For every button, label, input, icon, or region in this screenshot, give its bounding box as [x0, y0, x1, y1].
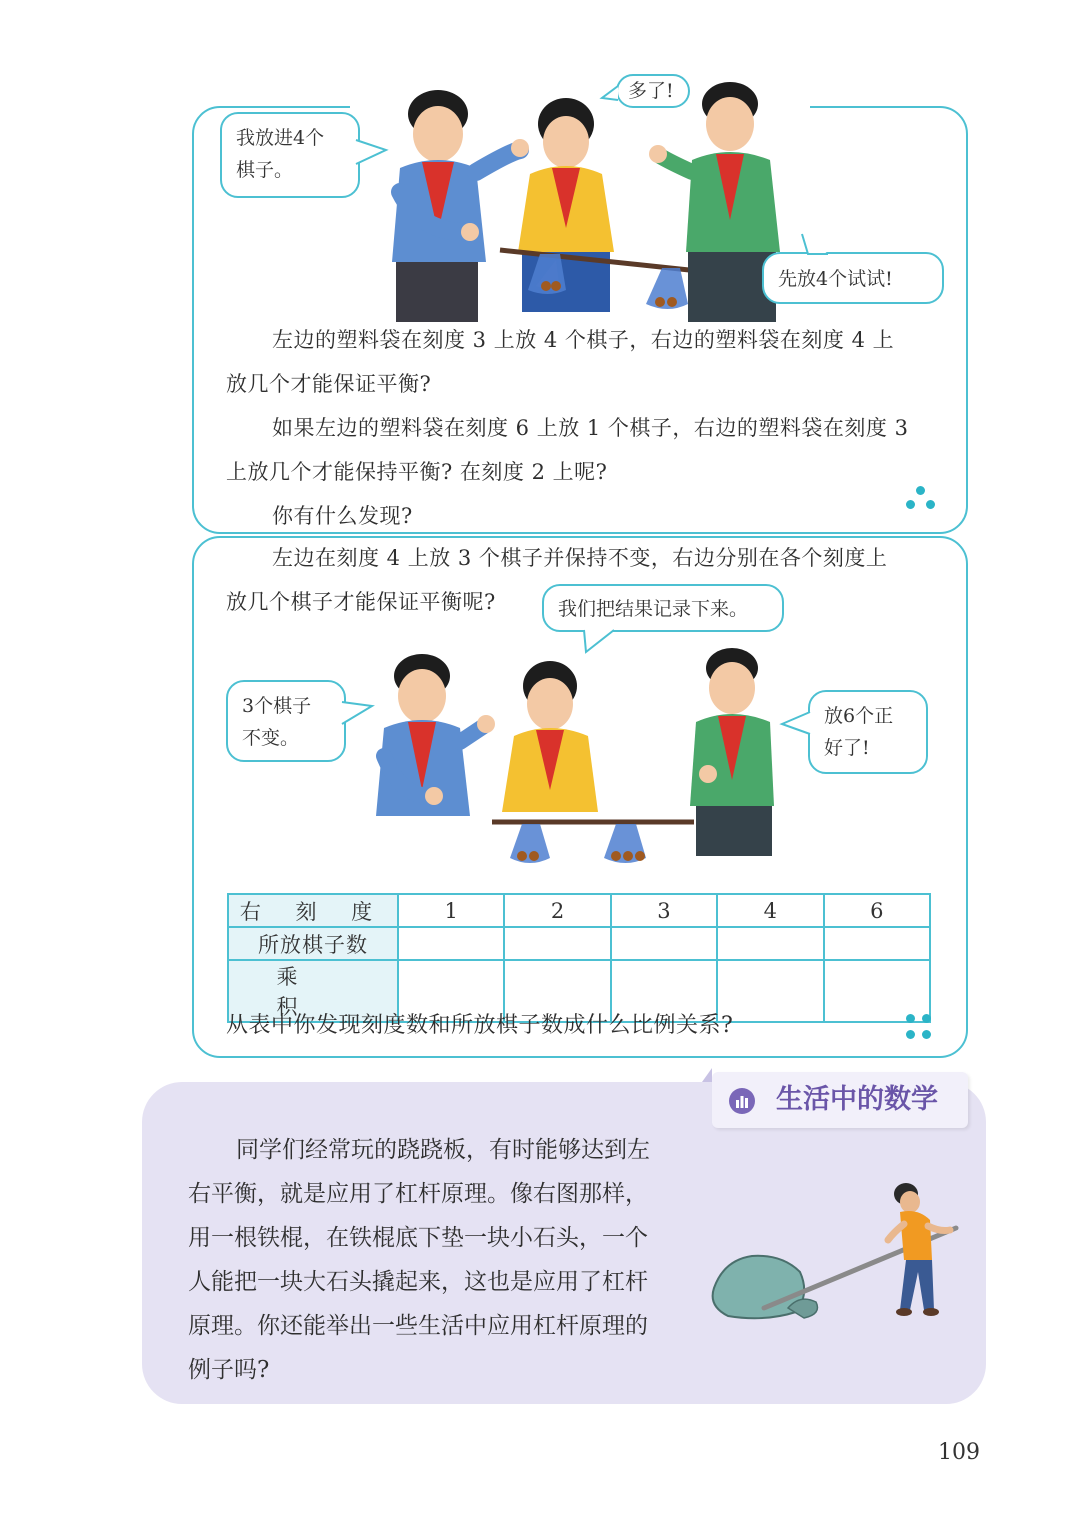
table-cell-empty [398, 927, 504, 960]
life-math-text [188, 1128, 708, 1392]
table-cell: 6 [824, 894, 930, 927]
table-cell: 1 [398, 894, 504, 927]
bubble-tail [342, 700, 374, 728]
panel2-paragraph-1-line-1: 左边在刻度 4 上放 3 个棋子并保持不变，右边分别在各个刻度上 [272, 546, 888, 570]
illustration-three-students-balance-2 [360, 646, 780, 876]
illustration-lever-rock [704, 1176, 974, 1326]
speech-bubble-record: 我们把结果记录下来。 [542, 584, 784, 632]
table-row-header: 右 刻 度 [228, 894, 398, 927]
panel1-paragraph-1-line-2: 放几个才能保证平衡? [226, 372, 432, 396]
bubble-tail [600, 86, 620, 104]
panel1-paragraph-2-line-2: 上放几个才能保持平衡? 在刻度 2 上呢? [226, 460, 608, 484]
life-math-title: 生活中的数学 [776, 1084, 938, 1115]
bubble-tail [356, 138, 388, 168]
speech-bubble-right-boy-2: 放6个正 好了! [808, 690, 928, 774]
bar-chart-icon [728, 1087, 756, 1115]
table-cell-empty [611, 927, 717, 960]
illustration-three-students-balance-1 [370, 82, 790, 322]
table-cell-empty [717, 927, 823, 960]
table-cell: 2 [504, 894, 610, 927]
table-cell-empty [824, 960, 930, 1022]
table-row-header: 乘 积 [228, 960, 398, 1022]
panel1-paragraph-1-line-1: 左边的塑料袋在刻度 3 上放 4 个棋子，右边的塑料袋在刻度 4 上 [272, 328, 895, 352]
life-text-line: 人能把一块大石头撬起来，这也是应用了杠杆 [188, 1269, 648, 1295]
bubble-tail [800, 232, 830, 256]
tab-fold-corner [700, 1068, 716, 1088]
speech-bubble-right-boy: 先放4个试试! [762, 252, 944, 304]
three-dots-icon [906, 486, 936, 512]
page-number: 109 [938, 1440, 980, 1465]
table-row [228, 927, 930, 960]
panel2-question: 从表中你发现刻度数和所放棋子数成什么比例关系? [226, 1013, 734, 1038]
panel2-paragraph-1-line-2: 放几个棋子才能保证平衡呢? [226, 590, 496, 614]
life-text-line: 右平衡，就是应用了杠杆原理。像右图那样， [188, 1181, 648, 1207]
four-dots-icon [906, 1014, 932, 1040]
life-text-line: 同学们经常玩的跷跷板，有时能够达到左 [236, 1137, 650, 1163]
table-row-header: 所放棋子数 [228, 927, 398, 960]
table-cell: 3 [611, 894, 717, 927]
table-cell: 4 [717, 894, 823, 927]
table-cell-empty [504, 927, 610, 960]
life-text-line: 原理。你还能举出一些生活中应用杠杆原理的 [188, 1313, 648, 1339]
man-pushing-lever [888, 1183, 950, 1316]
table-row [228, 894, 930, 927]
speech-bubble-left-boy-2: 3个棋子 不变。 [226, 680, 346, 762]
girl-center-figure [502, 661, 598, 812]
table-cell-empty [824, 927, 930, 960]
life-text-line: 用一根铁棍，在铁棍底下垫一块小石头，一个 [188, 1225, 648, 1251]
speech-bubble-girl: 多了! [616, 74, 690, 108]
bubble-tail [780, 710, 812, 738]
boy-left-figure [392, 90, 529, 322]
life-text-line: 例子吗? [188, 1357, 270, 1383]
panel1-paragraph-2-line-1: 如果左边的塑料袋在刻度 6 上放 1 个棋子，右边的塑料袋在刻度 3 [272, 416, 909, 440]
panel1-paragraph-3: 你有什么发现? [272, 504, 413, 528]
speech-bubble-left-boy: 我放进4个 棋子。 [220, 112, 360, 198]
boy-left-figure [376, 654, 495, 816]
boy-right-figure [690, 648, 774, 856]
